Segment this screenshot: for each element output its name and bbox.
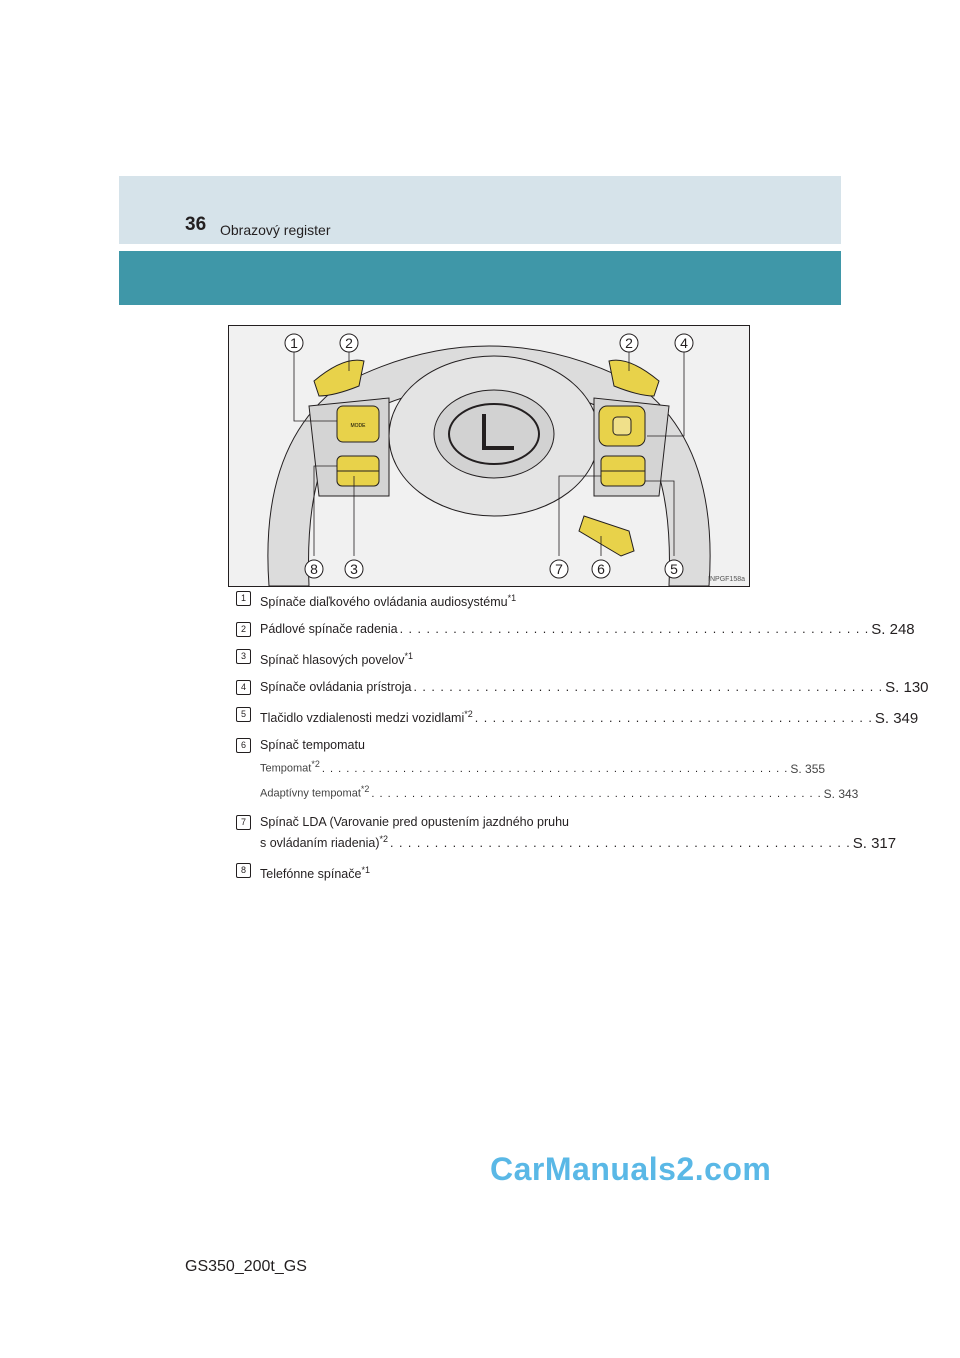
legend-list <box>236 590 929 893</box>
item-number: 5 <box>236 707 251 722</box>
item-label: Spínač tempomatu <box>260 738 365 753</box>
callout-8: 8 <box>310 561 318 577</box>
sub-item-page-link[interactable]: S. 355 <box>790 762 826 777</box>
item-number: 3 <box>236 649 251 664</box>
section-bar <box>119 251 841 305</box>
list-item <box>236 862 722 883</box>
footer-model-code: GS350_200t_GS <box>185 1258 307 1275</box>
item-number: 4 <box>236 680 251 695</box>
steering-wheel-illustration <box>229 326 749 586</box>
callout-2-left: 2 <box>345 335 353 351</box>
item-label: Spínače ovládania prístroja <box>260 680 412 695</box>
list-item: 4 Spínače ovládania prístroja . . . . . . . . . . . . . . . . . . . . . . . . . . . . . . . . . . . . . . . . . . . . . . . . . . . . . S. 130 <box>236 679 722 696</box>
list-item: 6 Spínač tempomatu Tempomat$^{*2}$ . . . . . . . . . . . . . . . . . . . . . . . . . . . . . . . . . . . . . . . . . . . . . . . . . . . . . . . . . . S. 355 Adaptívny tempomat$^{*2}$ . . . . . . . . . . . . . . . . . . . . . . . . . . . . . . . . . . . . . . . . . . . . . . . . . . . . . . . . S. 343 <box>236 737 722 803</box>
figure-id: INPGF158a <box>708 576 745 583</box>
item-number: 8 <box>236 863 251 878</box>
item-page-link[interactable]: S. 130 <box>885 679 929 697</box>
item-page-link[interactable]: S. 248 <box>871 621 915 639</box>
item-label-line1: Spínač LDA (Varovanie pred opustením jazdného pruhu <box>260 814 569 829</box>
mode-label: MODE <box>350 423 366 429</box>
item-label: Pádlové spínače radenia <box>260 622 398 637</box>
item-page-link[interactable]: S. 349 <box>874 710 919 728</box>
list-item: 5 Tlačidlo vzdialenosti medzi vozidlami$^{*2}$ . . . . . . . . . . . . . . . . . . . . . . . . . . . . . . . . . . . . . . . . . . . . . S. 349 <box>236 706 722 727</box>
item-page-link[interactable]: S. 317 <box>852 834 897 852</box>
callout-7: 7 <box>555 561 563 577</box>
item-label: Spínač hlasových povelov$^{*1}$ <box>260 651 414 668</box>
steering-wheel-figure <box>228 325 750 587</box>
callout-4: 4 <box>680 335 688 351</box>
callout-3: 3 <box>350 561 358 577</box>
item-label: s ovládaním riadenia)$^{*2}$ <box>260 833 389 850</box>
callout-5: 5 <box>670 561 678 577</box>
watermark: CarManuals2.com <box>490 1151 772 1187</box>
item-number: 7 <box>236 815 251 830</box>
item-label: Tlačidlo vzdialenosti medzi vozidlami$^{*2}$ <box>260 709 473 726</box>
list-item: 2 Pádlové spínače radenia . . . . . . . . . . . . . . . . . . . . . . . . . . . . . . . . . . . . . . . . . . . . . . . . . . . . . S. 248 <box>236 621 722 638</box>
callout-6: 6 <box>597 561 605 577</box>
sub-item-label: Adaptívny tempomat$^{*2}$ <box>260 784 370 800</box>
callout-2-right: 2 <box>625 335 633 351</box>
item-number: 2 <box>236 622 251 637</box>
page-number: 36 <box>185 214 207 235</box>
callout-1: 1 <box>290 335 298 351</box>
list-item <box>236 648 722 669</box>
cruise-lever <box>579 516 634 556</box>
item-label: Telefónne spínače$^{*1}$ <box>260 864 370 882</box>
item-label: Spínače diaľkového ovládania audiosystému$^{*1}$ <box>260 593 517 610</box>
sub-item-page-link[interactable]: S. 343 <box>823 786 859 801</box>
item-number: 6 <box>236 738 251 753</box>
item-number: 1 <box>236 591 251 606</box>
page-title: Obrazový register <box>220 222 331 238</box>
list-item: 7 Spínač LDA (Varovanie pred opustením jazdného pruhu s ovládaním riadenia)$^{*2}$ . . . . . . . . . . . . . . . . . . . . . . . . . . . . . . . . . . . . . . . . . . . . . . . . . . . . S. 317 <box>236 814 722 852</box>
sub-item-label: Tempomat$^{*2}$ <box>260 759 320 776</box>
list-item <box>236 590 722 611</box>
